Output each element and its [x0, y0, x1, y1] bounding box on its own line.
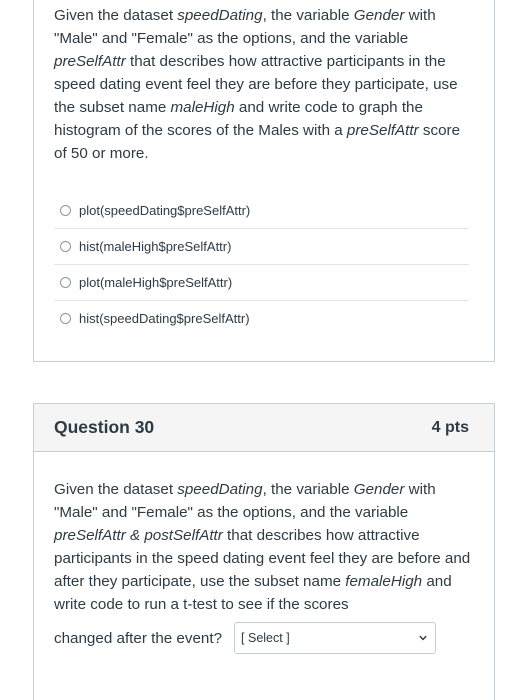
question-30-card	[33, 403, 495, 700]
q30-part-4: with "Male" and "Female" as the options, and the variable	[54, 481, 436, 521]
answer-label: plot(speedDating$preSelfAttr)	[79, 202, 251, 218]
answer-option-3[interactable]	[54, 264, 469, 300]
question-29-answers	[54, 192, 469, 336]
question-30-header	[34, 404, 494, 452]
radio-button[interactable]	[60, 277, 71, 288]
q30-part-5: preSelfAttr & postSelfAttr	[54, 527, 223, 544]
q30-part-2: , the variable	[262, 481, 354, 498]
q29-part-1: speedDating	[177, 7, 263, 24]
answer-option-4[interactable]	[54, 300, 469, 336]
q30-part-8: and write code to run a t-test to see if the scores	[54, 573, 452, 613]
q29-part-4: with "Male" and "Female" as the options, and the variable	[54, 7, 436, 47]
radio-button[interactable]	[60, 205, 71, 216]
answer-select-dropdown[interactable]	[234, 622, 436, 654]
question-29-text	[54, 4, 474, 165]
answer-option-1[interactable]	[54, 192, 469, 228]
question-title: Question 30	[54, 417, 155, 437]
answer-label: hist(speedDating$preSelfAttr)	[79, 311, 250, 326]
question-30-text	[54, 478, 474, 654]
question-points: 4 pts	[431, 418, 469, 436]
answer-option-2[interactable]	[54, 228, 469, 264]
select-value: [ Select ]	[241, 630, 290, 645]
q29-part-6: that describes how attractive participants in the speed dating event feel they are before they participate, use the subset name	[54, 53, 458, 116]
answer-label: plot(maleHigh$preSelfAttr)	[79, 275, 233, 290]
radio-button[interactable]	[60, 241, 71, 252]
q29-part-3: Gender	[353, 7, 405, 24]
chevron-down-icon	[419, 634, 427, 642]
q29-part-9: preSelfAttr	[346, 122, 419, 139]
q30-part-1: speedDating	[177, 481, 263, 498]
q29-part-5: preSelfAttr	[54, 53, 126, 70]
q29-part-7: maleHigh	[170, 99, 235, 116]
question-29-card	[33, 0, 495, 362]
radio-button[interactable]	[60, 313, 71, 324]
q30-part-6: that describes how attractive participants in the speed dating event feel they are before and after they participate, use the subset name	[54, 527, 471, 590]
q29-part-0: Given the dataset	[54, 7, 178, 24]
question-30-last-line	[54, 622, 474, 654]
q30-last-line-text: changed after the event?	[54, 629, 223, 647]
q29-part-2: , the variable	[262, 7, 354, 24]
q30-part-0: Given the dataset	[54, 481, 178, 498]
answer-label: hist(maleHigh$preSelfAttr)	[79, 239, 232, 254]
q29-part-10: score of 50 or more.	[54, 122, 461, 162]
q30-part-3: Gender	[353, 481, 405, 498]
q29-part-8: and write code to graph the histogram of the scores of the Males with a	[54, 99, 423, 139]
q30-part-7: femaleHigh	[345, 573, 423, 590]
